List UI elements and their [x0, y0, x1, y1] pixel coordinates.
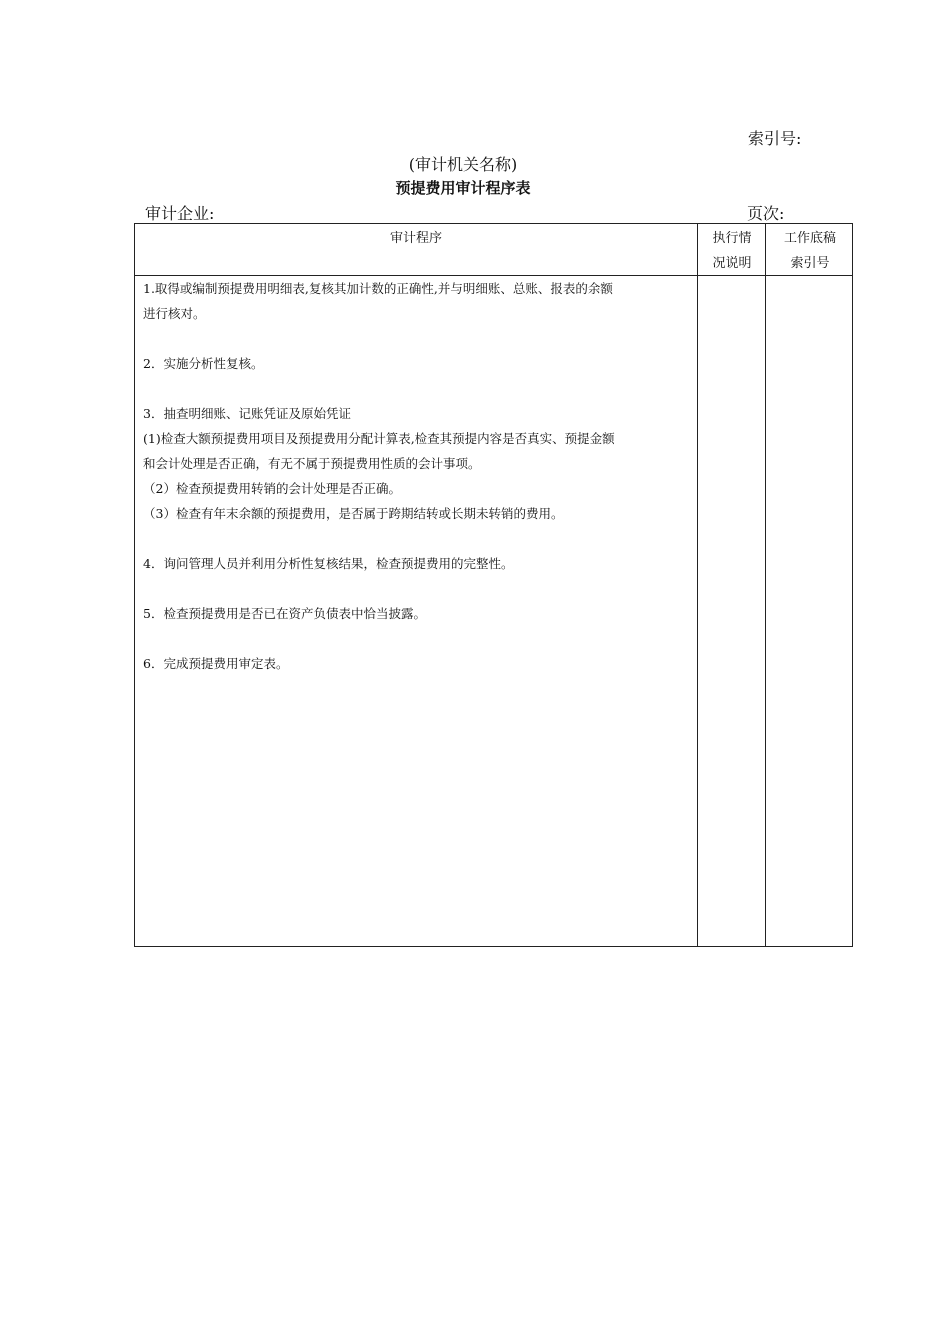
column-header-execution — [698, 226, 766, 276]
step-3: 3．抽查明细账、记账凭证及原始凭证 — [143, 406, 351, 421]
index-number-label: 索引号: — [748, 129, 802, 148]
step-6: 6．完成预提费用审定表。 — [143, 656, 289, 671]
procedure-steps — [143, 276, 695, 676]
document-title: 预提费用审计程序表 — [395, 179, 531, 197]
step-3-1-line1: (1)检查大额预提费用项目及预提费用分配计算表,检查其预提内容是否真实、预提金额 — [143, 431, 615, 446]
step-3-2: （2）检查预提费用转销的会计处理是否正确。 — [143, 481, 401, 496]
column-header-ref-line2: 索引号 — [790, 256, 830, 271]
column-header-execution-line1: 执行情 — [712, 231, 752, 246]
step-2: 2．实施分析性复核。 — [143, 356, 264, 371]
column-header-execution-line2: 况说明 — [712, 256, 752, 271]
page-number-label: 页次: — [747, 204, 785, 223]
column-divider — [697, 224, 698, 946]
step-5: 5．检查预提费用是否已在资产负债表中恰当披露。 — [143, 606, 426, 621]
step-3-1-line2: 和会计处理是否正确，有无不属于预提费用性质的会计事项。 — [143, 456, 481, 471]
column-header-procedure: 审计程序 — [389, 231, 442, 246]
step-1-line2: 进行核对。 — [143, 306, 206, 321]
audit-procedure-table — [134, 223, 853, 947]
audited-company-label: 审计企业: — [145, 204, 215, 223]
column-header-workpaper-ref — [767, 226, 853, 276]
step-4: 4．询问管理人员并利用分析性复核结果，检查预提费用的完整性。 — [143, 556, 514, 571]
step-1-line1: 1.取得或编制预提费用明细表,复核其加计数的正确性,并与明细账、总账、报表的余额 — [143, 281, 613, 296]
step-3-3: （3）检查有年末余额的预提费用，是否属于跨期结转或长期未转销的费用。 — [143, 506, 564, 521]
column-header-ref-line1: 工作底稿 — [783, 231, 836, 246]
column-divider — [765, 224, 766, 946]
audit-agency-name: (审计机关名称) — [408, 155, 518, 174]
